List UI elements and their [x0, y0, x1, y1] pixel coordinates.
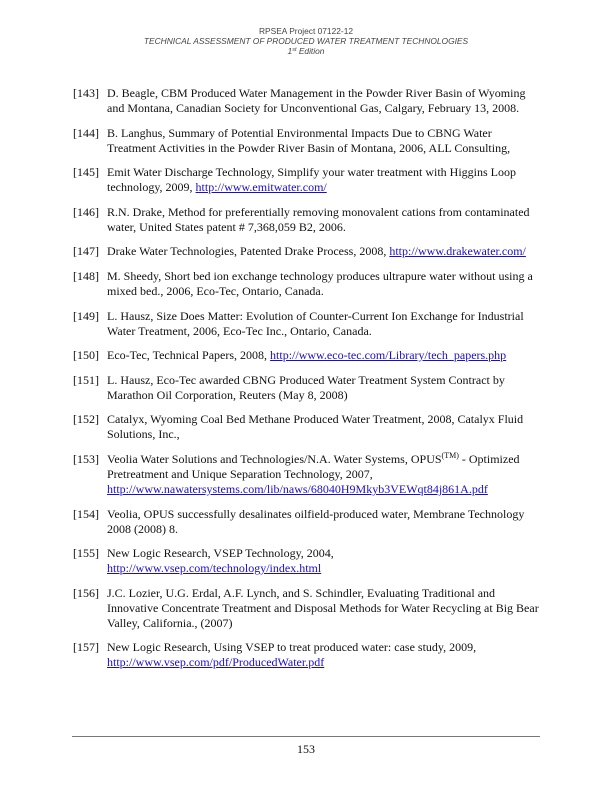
reference-144: [73, 126, 543, 156]
reference-156: [73, 586, 543, 631]
reference-number: [155]: [73, 546, 99, 561]
reference-154: [73, 507, 543, 537]
edition: 1st Edition: [287, 46, 325, 56]
reference-text: Catalyx, Wyoming Coal Bed Methane Produced Water Treatment, 2008, Catalyx Fluid Solutions, Inc.,: [107, 412, 524, 442]
reference-link[interactable]: http://www.drakewater.com/: [389, 244, 526, 259]
page-number: 153: [297, 742, 315, 756]
reference-link[interactable]: http://www.nawatersystems.com/lib/naws/68040H9Mkyb3VEWqt84j861A.pdf: [107, 481, 488, 496]
reference-text: M. Sheedy, Short bed ion exchange technology produces ultrapure water without using a mixed bed., 2006, Eco-Tec, Ontario, Canada.: [107, 268, 533, 298]
reference-text: Emit Water Discharge Technology, Simplify your water treatment with Higgins Loop technology, 2009,: [107, 165, 517, 195]
reference-number: [147]: [73, 244, 99, 259]
trademark-superscript: (TM): [441, 450, 459, 460]
reference-153: [73, 452, 543, 497]
reference-147: [73, 244, 543, 259]
reference-text: Veolia Water Solutions and Technologies/N.A. Water Systems, OPUS: [107, 451, 442, 466]
reference-link[interactable]: http://www.eco-tec.com/Library/tech_papers.php: [270, 348, 507, 363]
reference-148: [73, 269, 543, 299]
reference-151: [73, 373, 543, 403]
reference-number: [153]: [73, 451, 99, 466]
reference-text: Drake Water Technologies, Patented Drake Process, 2008,: [107, 244, 390, 259]
reference-150: [73, 348, 543, 363]
reference-text: J.C. Lozier, U.G. Erdal, A.F. Lynch, and S. Schindler, Evaluating Traditional and Innovative Concentrate Treatment and Disposal Methods for Water Recycling at Big Bear Valley, California., (2007): [107, 585, 539, 630]
reference-list: [73, 86, 543, 680]
reference-152: [73, 412, 543, 442]
reference-number: [150]: [73, 348, 99, 363]
reference-link[interactable]: http://www.vsep.com/technology/index.html: [107, 561, 322, 576]
page-header: [0, 26, 612, 56]
reference-number: [145]: [73, 165, 99, 180]
reference-number: [152]: [73, 412, 99, 427]
reference-text: L. Hausz, Eco-Tec awarded CBNG Produced Water Treatment System Contract by Marathon Oil Corporation, Reuters (May 8, 2008): [107, 372, 505, 402]
reference-text-continued: - Optimized Pretreatment and Unique Separation Technology, 2007,: [107, 451, 520, 481]
reference-text: Veolia, OPUS successfully desalinates oilfield-produced water, Membrane Technology 2008 (2008) 8.: [107, 506, 525, 536]
reference-text: D. Beagle, CBM Produced Water Management in the Powder River Basin of Wyoming and Montana, Canadian Society for Unconventional Gas, Calgary, February 13, 2008.: [107, 86, 526, 115]
reference-text: R.N. Drake, Method for preferentially removing monovalent cations from contaminated water, United States patent # 7,368,059 B2, 2006.: [107, 204, 530, 234]
document-title: TECHNICAL ASSESSMENT OF PRODUCED WATER TREATMENT TECHNOLOGIES: [143, 36, 469, 46]
reference-number: [143]: [73, 86, 99, 100]
reference-number: [156]: [73, 585, 99, 600]
footer-divider: [72, 736, 540, 737]
reference-link[interactable]: http://www.emitwater.com/: [195, 180, 327, 195]
reference-number: [151]: [73, 372, 99, 387]
reference-text: Eco-Tec, Technical Papers, 2008,: [107, 348, 271, 363]
reference-143: [73, 86, 543, 116]
reference-145: [73, 165, 543, 195]
reference-number: [154]: [73, 506, 99, 521]
reference-number: [149]: [73, 308, 99, 323]
reference-text: New Logic Research, Using VSEP to treat produced water: case study, 2009,: [107, 640, 477, 655]
reference-link[interactable]: http://www.vsep.com/pdf/ProducedWater.pdf: [107, 655, 325, 670]
reference-number: [157]: [73, 640, 99, 655]
reference-146: [73, 205, 543, 235]
reference-155: [73, 546, 543, 576]
project-id: RPSEA Project 07122-12: [258, 26, 354, 36]
reference-number: [146]: [73, 204, 99, 219]
reference-text: New Logic Research, VSEP Technology, 2004,: [107, 546, 334, 561]
reference-text: B. Langhus, Summary of Potential Environmental Impacts Due to CBNG Water Treatment Activities in the Powder River Basin of Montana, 2006, ALL Consulting,: [107, 125, 511, 155]
reference-text: L. Hausz, Size Does Matter: Evolution of Counter-Current Ion Exchange for Industrial Water Treatment, 2006, Eco-Tec Inc., Ontario, Canada.: [107, 308, 524, 338]
reference-number: [144]: [73, 125, 99, 140]
reference-number: [148]: [73, 268, 99, 283]
reference-149: [73, 309, 543, 339]
reference-157: [73, 640, 543, 670]
